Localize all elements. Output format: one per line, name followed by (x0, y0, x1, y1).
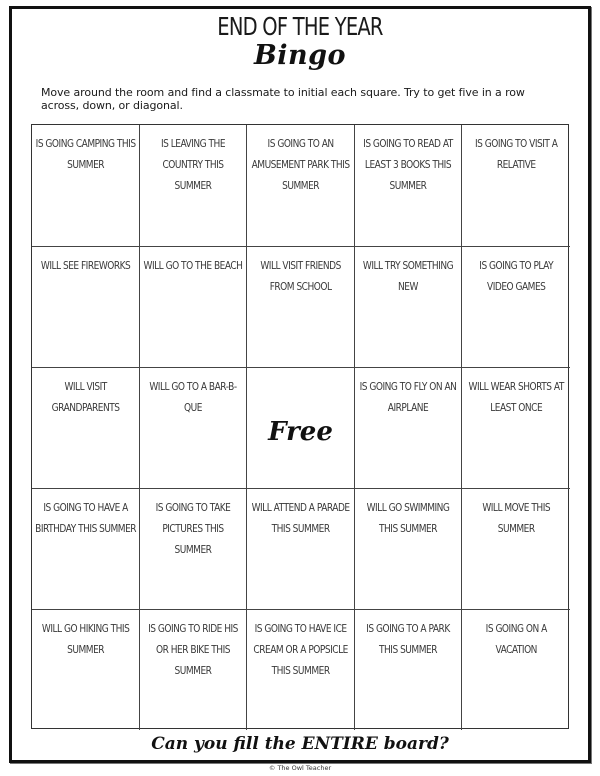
bingo-square-label: WILL VISIT FRIENDS FROM SCHOOL (260, 259, 341, 293)
bingo-square-label: WILL GO SWIMMING THIS SUMMER (366, 501, 450, 535)
footer-question: Can you fill the ENTIRE board? (151, 734, 449, 754)
bingo-square[interactable] (355, 247, 462, 368)
bingo-square-label: IS GOING TO HAVE A BIRTHDAY THIS SUMMER (35, 501, 136, 535)
bingo-square-label: IS LEAVING THE COUNTRY THIS SUMMER (160, 137, 226, 192)
bingo-square[interactable] (247, 489, 355, 610)
bingo-square[interactable] (462, 368, 570, 489)
bingo-square-label: IS GOING TO A PARK THIS SUMMER (366, 622, 450, 656)
bingo-square[interactable] (32, 368, 140, 489)
bingo-square-label: WILL GO TO A BAR-B-QUE (149, 380, 237, 414)
bingo-square[interactable] (140, 610, 247, 730)
bingo-square[interactable] (247, 125, 355, 247)
bingo-square-label: WILL VISIT GRANDPARENTS (51, 380, 120, 414)
page-title: END OF THE YEAR (217, 12, 383, 41)
bingo-square-label: IS GOING TO RIDE HIS OR HER BIKE THIS SUMMER (148, 622, 238, 677)
bingo-square[interactable] (462, 125, 570, 247)
bingo-square-label: WILL TRY SOMETHING NEW (362, 259, 454, 293)
page-subtitle-bingo: Bingo (253, 40, 347, 71)
bingo-square-label: WILL GO TO THE BEACH (143, 259, 243, 272)
free-square[interactable] (247, 368, 355, 489)
bingo-square-label: IS GOING TO READ AT LEAST 3 BOOKS THIS SUMMER (363, 137, 453, 192)
bingo-square[interactable] (247, 247, 355, 368)
bingo-square[interactable] (32, 489, 140, 610)
free-square-label: Free (268, 416, 333, 447)
bingo-square[interactable] (32, 125, 140, 247)
bingo-square-label: IS GOING TO TAKE PICTURES THIS SUMMER (155, 501, 231, 556)
bingo-square[interactable] (140, 489, 247, 610)
bingo-square[interactable] (140, 125, 247, 247)
instructions-text: Move around the room and find a classmate to initial each square. Try to get five in a row across, down, or diagonal. (41, 86, 525, 112)
bingo-square[interactable] (462, 610, 570, 730)
bingo-square-label: WILL ATTEND A PARADE THIS SUMMER (251, 501, 350, 535)
bingo-square-label: IS GOING TO AN AMUSEMENT PARK THIS SUMMER (251, 137, 350, 192)
bingo-square-label: WILL MOVE THIS SUMMER (482, 501, 550, 535)
bingo-board (31, 124, 569, 729)
copyright-notice: © The Owl Teacher (268, 764, 332, 772)
bingo-square-label: IS GOING TO PLAY VIDEO GAMES (479, 259, 553, 293)
bingo-square-label: WILL SEE FIREWORKS (40, 259, 131, 272)
bingo-square[interactable] (140, 247, 247, 368)
bingo-square-label: WILL WEAR SHORTS AT LEAST ONCE (468, 380, 564, 414)
bingo-square[interactable] (462, 489, 570, 610)
bingo-square-label: IS GOING TO FLY ON AN AIRPLANE (359, 380, 457, 414)
bingo-square[interactable] (462, 247, 570, 368)
bingo-square[interactable] (355, 610, 462, 730)
bingo-square[interactable] (140, 368, 247, 489)
bingo-square-label: IS GOING TO HAVE ICE CREAM OR A POPSICLE THIS SUMMER (253, 622, 348, 677)
bingo-square[interactable] (32, 247, 140, 368)
bingo-square-label: WILL GO HIKING THIS SUMMER (41, 622, 130, 656)
bingo-square[interactable] (355, 125, 462, 247)
bingo-square[interactable] (355, 489, 462, 610)
bingo-square[interactable] (247, 610, 355, 730)
bingo-square-label: IS GOING TO VISIT A RELATIVE (474, 137, 558, 171)
bingo-square-label: IS GOING CAMPING THIS SUMMER (35, 137, 136, 171)
bingo-square[interactable] (32, 610, 140, 730)
bingo-square[interactable] (355, 368, 462, 489)
bingo-square-label: IS GOING ON A VACATION (485, 622, 547, 656)
